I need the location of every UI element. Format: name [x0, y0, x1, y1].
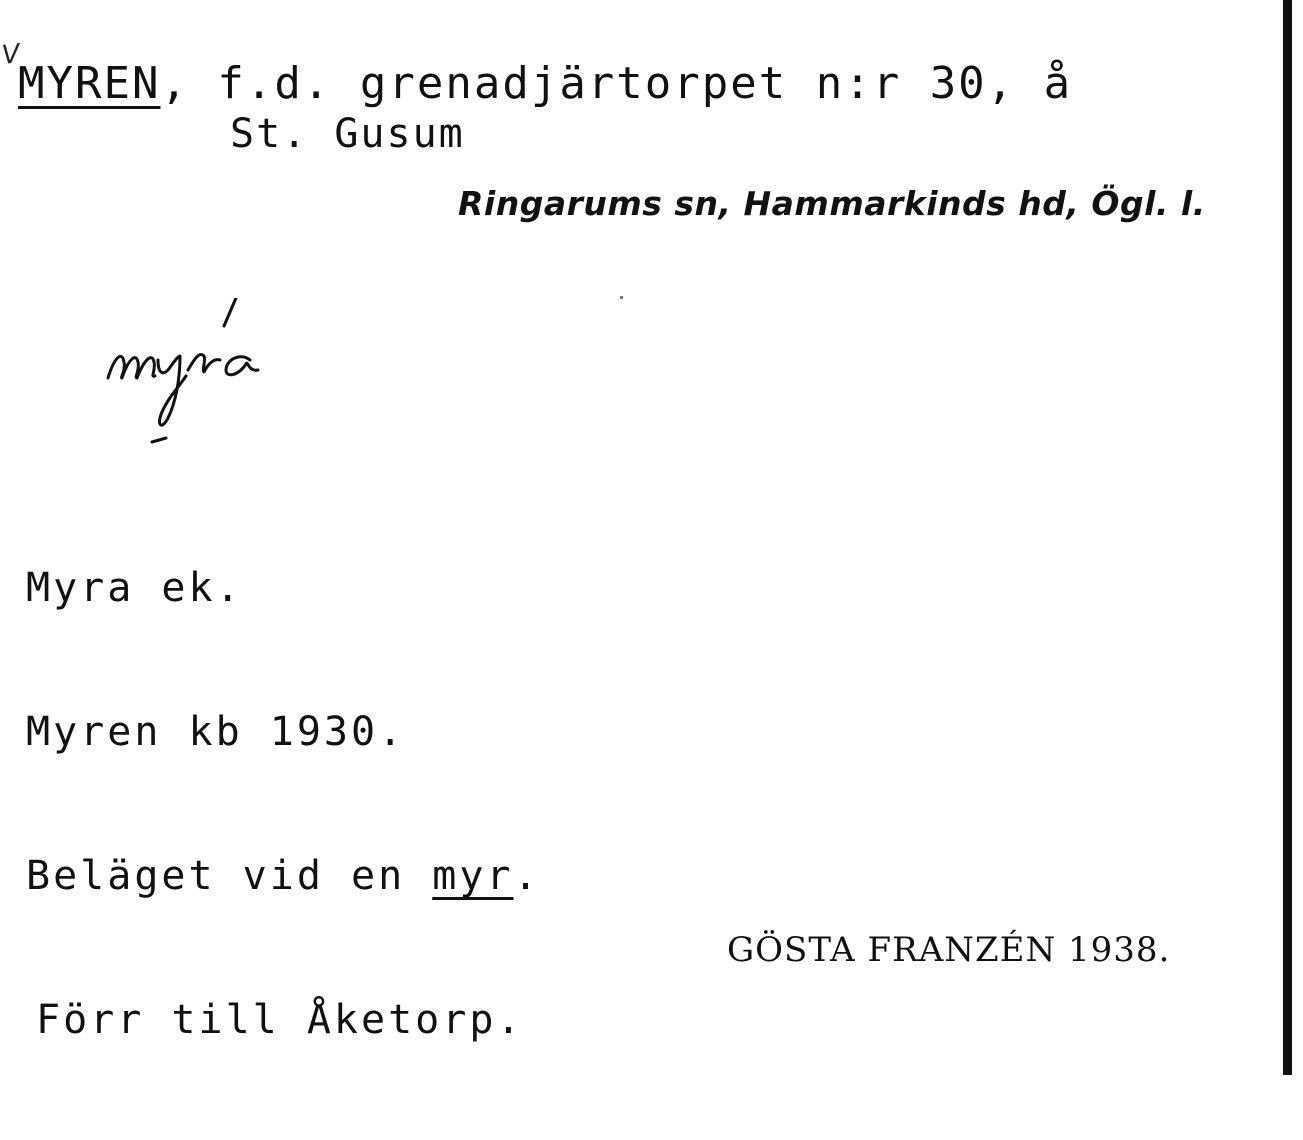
- note-text: .: [513, 853, 541, 899]
- note-line: Förr till Åketorp.: [36, 997, 524, 1043]
- heading-description: , f.d. grenadjärtorpet n:r 30, å: [160, 58, 1073, 109]
- signature: GÖSTA FRANZÉN 1938.: [727, 930, 1171, 970]
- notes-block: [26, 468, 541, 1140]
- card-right-border: [1283, 0, 1292, 1075]
- stray-dot: [620, 296, 623, 299]
- note-text: Beläget vid en: [26, 853, 433, 899]
- handwritten-word-myra: [100, 298, 320, 448]
- place-name: MYREN: [18, 58, 161, 109]
- note-underlined-word: myr: [432, 853, 514, 899]
- heading-line-2: St. Gusum: [230, 111, 465, 157]
- note-line: [26, 852, 541, 900]
- note-line: Myra ek.: [26, 565, 243, 611]
- check-mark: V: [0, 39, 22, 71]
- district-label: Ringarums sn, Hammarkinds hd, Ögl. l.: [458, 184, 1206, 223]
- heading-line-1: [18, 54, 1072, 114]
- note-line: Myren kb 1930.: [26, 709, 406, 755]
